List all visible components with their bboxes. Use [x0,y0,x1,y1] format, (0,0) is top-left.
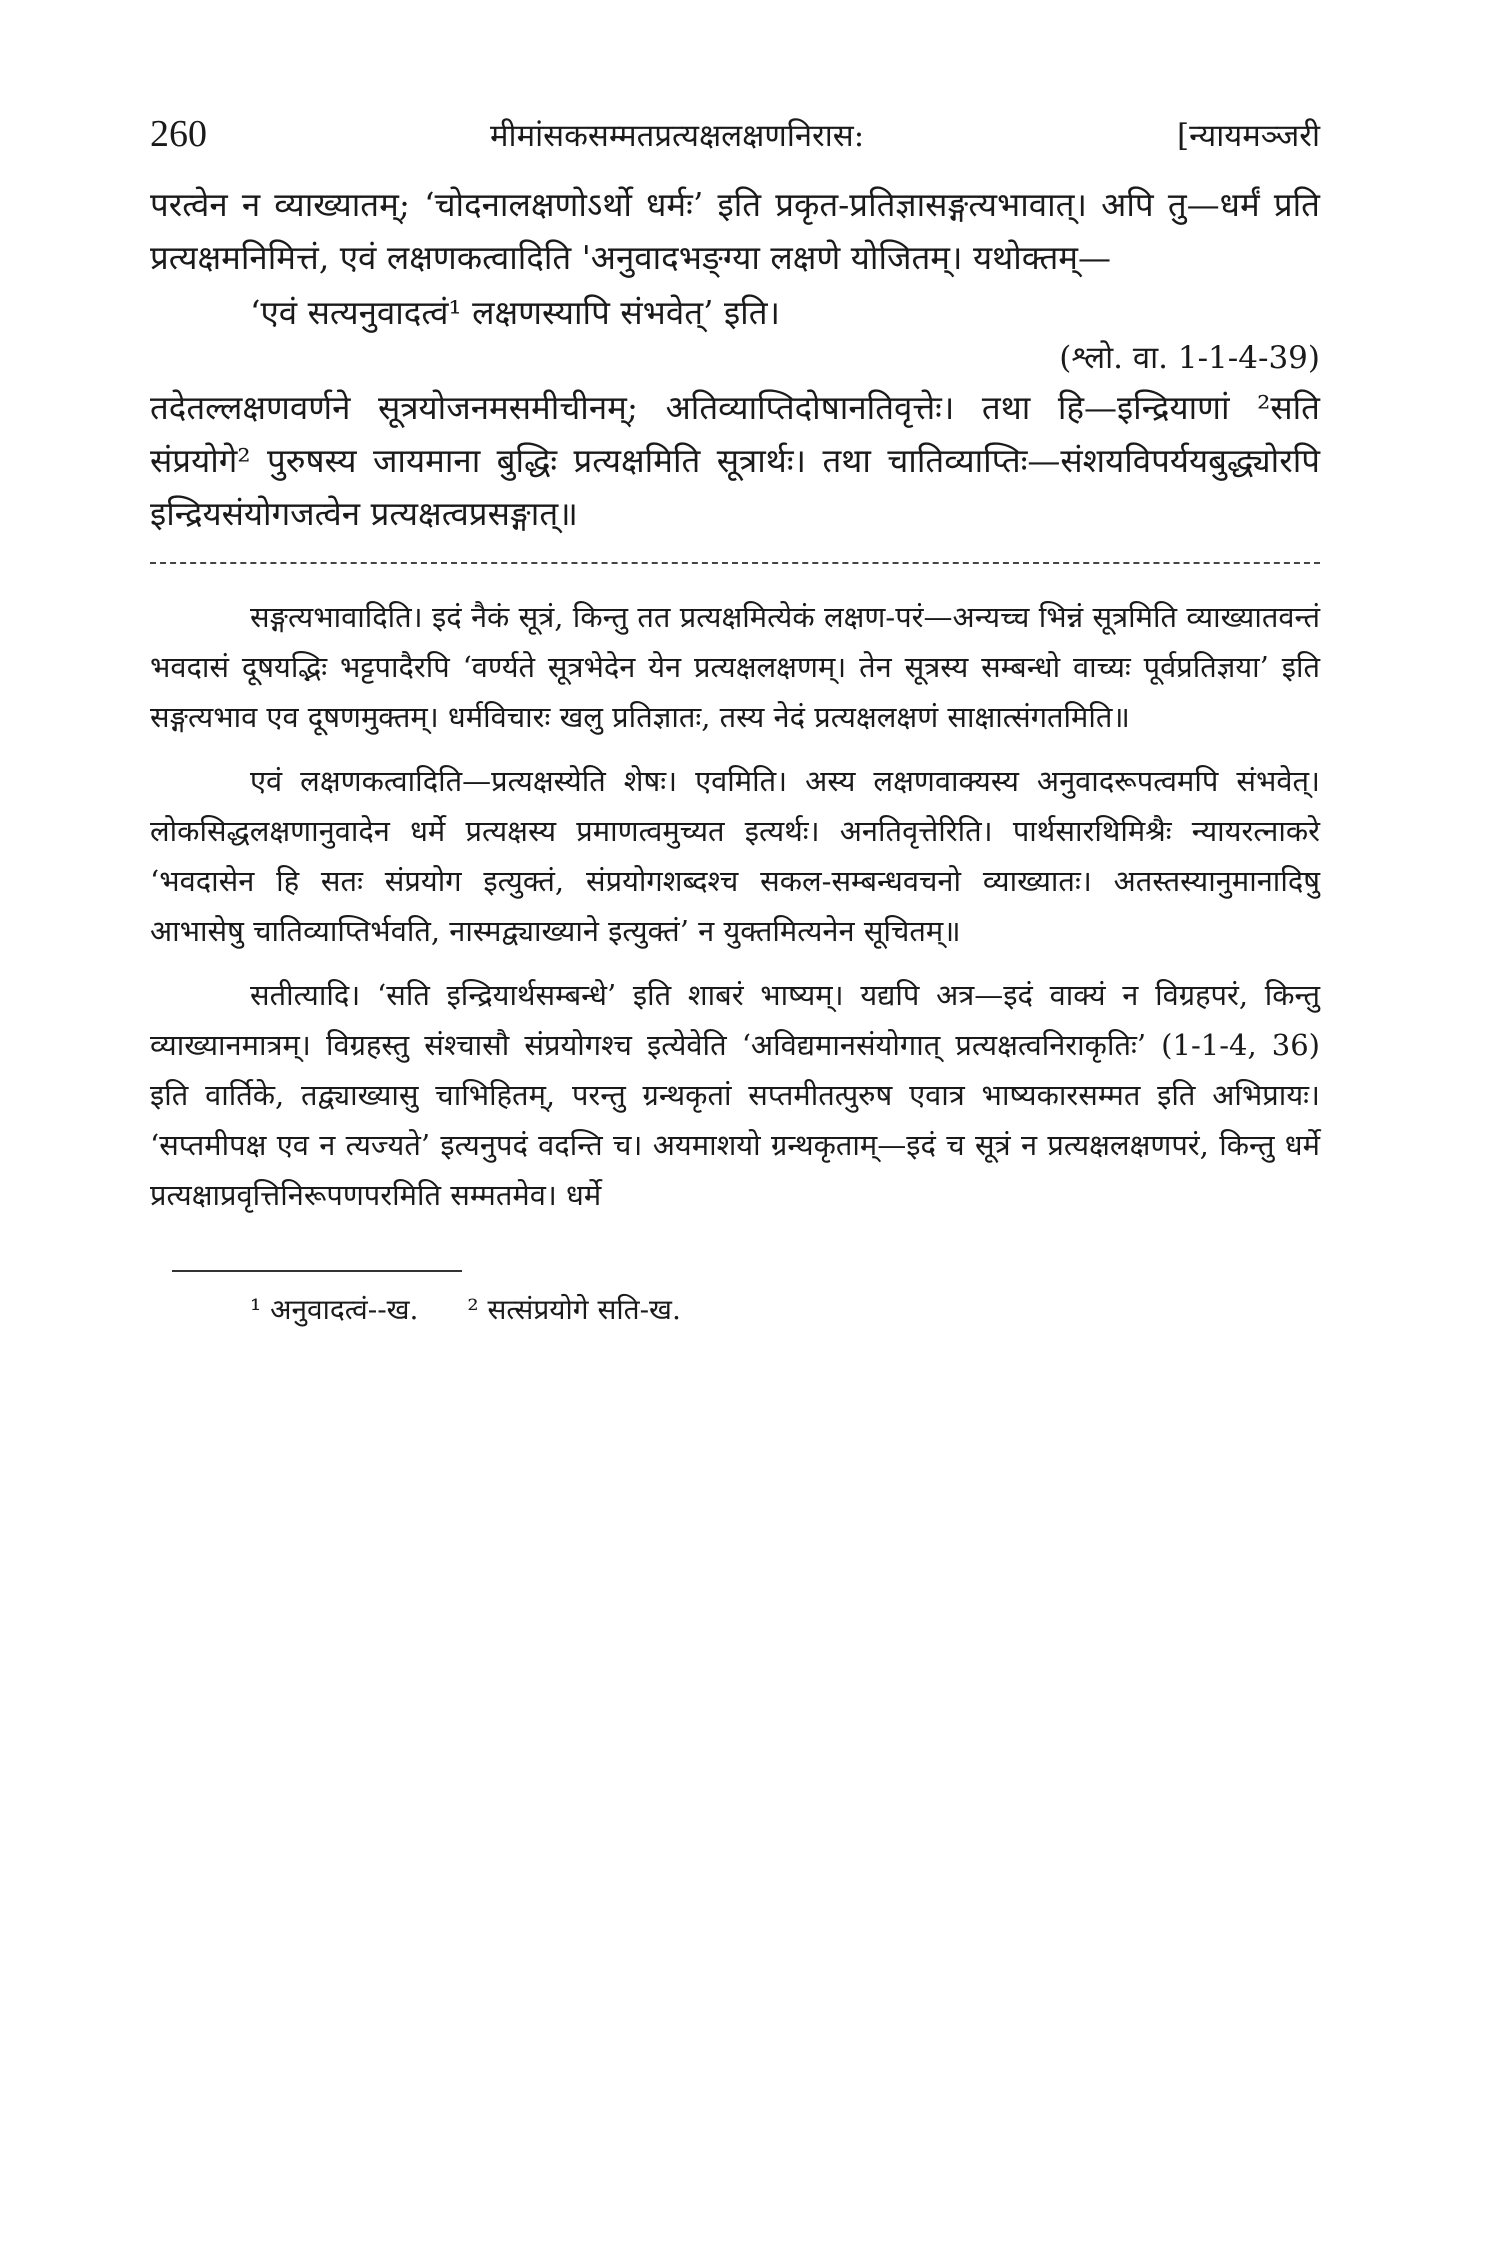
commentary [150,592,1320,1220]
main-paragraph-1: परत्वेन न व्याख्यातम्; ‘चोदनालक्षणोऽर्थो धर्मः’ इति प्रकृत-प्रतिज्ञासङ्गत्यभावात्। अपि तु—धर्मं प्रति प्रत्यक्षमनिमित्तं, एवं लक्षणकत्वादिति 'अनुवादभङ्ग्या लक्षणे योजितम्। यथोक्तम्— [150,185,1320,277]
footnote-2: ² सत्संप्रयोगे सति-ख. [467,1293,681,1326]
running-title: मीमांसकसम्मतप्रत्यक्षलक्षणनिरास: [490,118,865,154]
book-title: [न्यायमञ्जरी [1177,118,1320,154]
commentary-paragraph: सङ्गत्यभावादिति। इदं नैकं सूत्रं, किन्तु तत प्रत्यक्षमित्येकं लक्षण-परं—अन्यच्च भिन्नं सूत्रमिति व्याख्यातवन्तं भवदासं दूषयद्भिः भट्टपादैरपि ‘वर्ण्यते सूत्रभेदेन येन प्रत्यक्षलक्षणम्। तेन सूत्रस्य सम्बन्धो वाच्यः पूर्वप्रतिज्ञया’ इति सङ्गत्यभाव एव दूषणमुक्तम्। धर्मविचारः खलु प्रतिज्ञातः, तस्य नेदं प्रत्यक्षलक्षणं साक्षात्संगतमिति॥ [150,600,1320,734]
verse-reference: (श्लो. वा. 1-1-4-39) [1059,340,1320,376]
footnotes [250,1290,1320,1328]
main-paragraph-2: तदेतल्लक्षणवर्णने सूत्रयोजनमसमीचीनम्; अतिव्याप्तिदोषानतिवृत्तेः। तथा हि—इन्द्रियाणां ²सति संप्रयोगे² पुरुषस्य जायमाना बुद्धिः प्रत्यक्षमिति सूत्रार्थः। तथा चातिव्याप्तिः—संशयविपर्ययबुद्ध्योरपि इन्द्रियसंयोगजत्वेन प्रत्यक्षत्वप्रसङ्गात्॥ [150,388,1320,533]
page-number: 260 [150,113,207,155]
section-divider [150,562,1320,564]
commentary-paragraph: एवं लक्षणकत्वादिति—प्रत्यक्षस्येति शेषः। एवमिति। अस्य लक्षणवाक्यस्य अनुवादरूपत्वमपि संभवेत्। लोकसिद्धलक्षणानुवादेन धर्मे प्रत्यक्षस्य प्रमाणत्वमुच्यत इत्यर्थः। अनतिवृत्तेरिति। पार्थसारथिमिश्रैः न्यायरत्नाकरे ‘भवदासेन हि सतः संप्रयोग इत्युक्तं, संप्रयोगशब्दश्च सकल-सम्बन्धवचनो व्याख्यातः। अतस्तस्यानुमानादिषु आभासेषु चातिव्याप्तिर्भवति, नास्मद्व्याख्याने इत्युक्तं’ न युक्तमित्यनेन सूचितम्॥ [150,764,1320,948]
quoted-verse: ‘एवं सत्यनुवादत्वं¹ लक्षणस्यापि संभवेत्’ इति। [250,293,781,332]
page [150,108,1320,1328]
footnote-rule [172,1270,462,1272]
main-text [150,178,1320,540]
running-header [150,108,1320,168]
footnote-1: ¹ अनुवादत्वं--ख. [250,1293,419,1326]
commentary-paragraph: सतीत्यादि। ‘सति इन्द्रियार्थसम्बन्धे’ इति शाबरं भाष्यम्। यद्यपि अत्र—इदं वाक्यं न विग्रहपरं, किन्तु व्याख्यानमात्रम्। विग्रहस्तु संश्चासौ संप्रयोगश्च इत्येवेति ‘अविद्यमानसंयोगात् प्रत्यक्षत्वनिराकृतिः’ (1-1-4, 36) इति वार्तिके, तद्व्याख्यासु चाभिहितम्, परन्तु ग्रन्थकृतां सप्तमीतत्पुरुष एवात्र भाष्यकारसम्मत इति अभिप्रायः। ‘सप्तमीपक्ष एव न त्यज्यते’ इत्यनुपदं वदन्ति च। अयमाशयो ग्रन्थकृताम्—इदं च सूत्रं न प्रत्यक्षलक्षणपरं, किन्तु धर्मे प्रत्यक्षाप्रवृत्तिनिरूपणपरमिति सम्मतमेव। धर्मे [150,978,1320,1212]
